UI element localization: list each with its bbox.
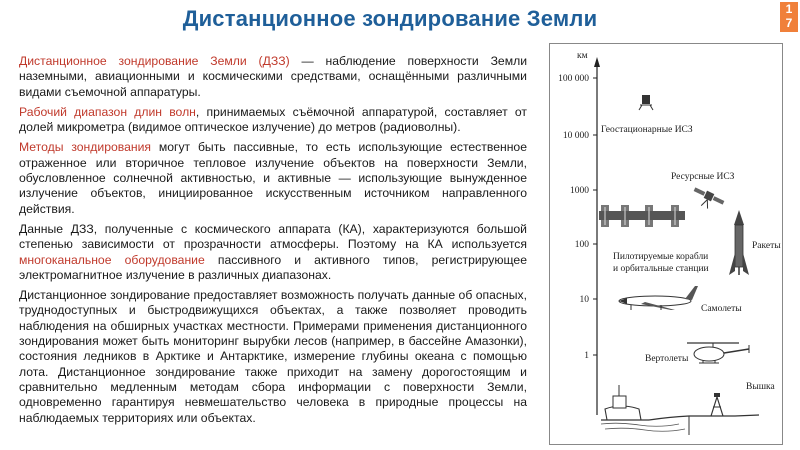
slide-number	[780, 2, 798, 32]
tick-100000: 100 000	[558, 74, 589, 84]
paragraph-spacecraft-rest: пассивного и активного типов, регистрирующее электромагнитное излучение в различных диапазонах.	[19, 252, 527, 282]
term-multichannel: многоканальное оборудование	[19, 252, 205, 267]
paragraph-spacecraft-start: Данные ДЗЗ, полученные с космического аппарата (КА), характеризуются большой степенью зависимости от прозрачности атмосферы. Поэтому на КА используется	[19, 221, 527, 252]
label-stations-line1: Пилотируемые корабли	[613, 252, 709, 262]
tick-10000: 10 000	[562, 131, 589, 141]
paragraph-applications: Дистанционное зондирование предоставляет возможность получать данные об опасных, труднодоступных и быстродвижущихся объектах, а также позволяет проводить наблюдения на обширных участках местности. Примерами применения дистанционного зондирования может быть мониторинг вырубки лесов (например, в бассейне Амазонки), состояния ледников в Арктике и Антарктике, измерение глубины океана с помощью лота. Дистанционное зондирование также приходит на замену дорогостоящим и сравнительно медленным методам сбора информации с поверхности Земли, одновременно гарантируя невмешательство человека в природные процессы на наблюдаемых территориях или объектах.	[19, 288, 527, 425]
label-planes: Самолеты	[701, 304, 742, 314]
slide-number-top: 1	[785, 2, 793, 16]
label-stations-line2: и орбитальные станции	[613, 264, 709, 274]
term-dzz: Дистанционное зондирование Земли (ДЗЗ)	[19, 54, 290, 68]
tick-1: 1	[584, 351, 589, 361]
paragraph-methods-text: могут быть пассивные, то есть использующие естественное отраженное или вторичное тепловое излучение объектов на поверхности Земли, обусловленное солнечной активностью, и активные — использующие вынужденное излучение объектов, инициированное искусственным источником направленного действия.	[19, 140, 527, 216]
tick-100: 100	[574, 240, 589, 250]
paragraph-methods	[19, 140, 527, 216]
body-text	[19, 54, 527, 431]
slide-number-bottom: 7	[785, 16, 793, 30]
paragraph-wavelength-text: , принимаемых съёмочной аппаратурой, составляет от долей микрометра (видимое оптическое излучение) до метров (радиоволны).	[19, 104, 528, 135]
term-wavelength: Рабочий диапазон длин волн	[19, 104, 196, 119]
tick-10: 10	[579, 295, 589, 305]
label-geostationary: Геостационарные ИСЗ	[601, 125, 693, 135]
term-methods: Методы зондирования	[19, 140, 152, 155]
paragraph-wavelength	[19, 105, 527, 136]
altitude-diagram	[549, 43, 783, 445]
label-resource-satellites: Ресурсные ИСЗ	[671, 172, 735, 182]
label-tower: Вышка	[746, 382, 775, 392]
axis-unit: км	[577, 51, 588, 61]
paragraph-spacecraft	[19, 222, 527, 283]
label-helicopters: Вертолеты	[645, 354, 689, 364]
slide-title: Дистанционное зондирование Земли	[182, 6, 598, 31]
tick-1000: 1000	[570, 186, 589, 196]
label-rockets: Ракеты	[752, 241, 781, 251]
paragraph-definition	[19, 54, 527, 100]
paragraph-definition-text: — наблюдение поверхности Земли наземными, авиационными и космическими средствами, оснащёнными различными видами съемочной аппаратуры.	[19, 54, 528, 99]
